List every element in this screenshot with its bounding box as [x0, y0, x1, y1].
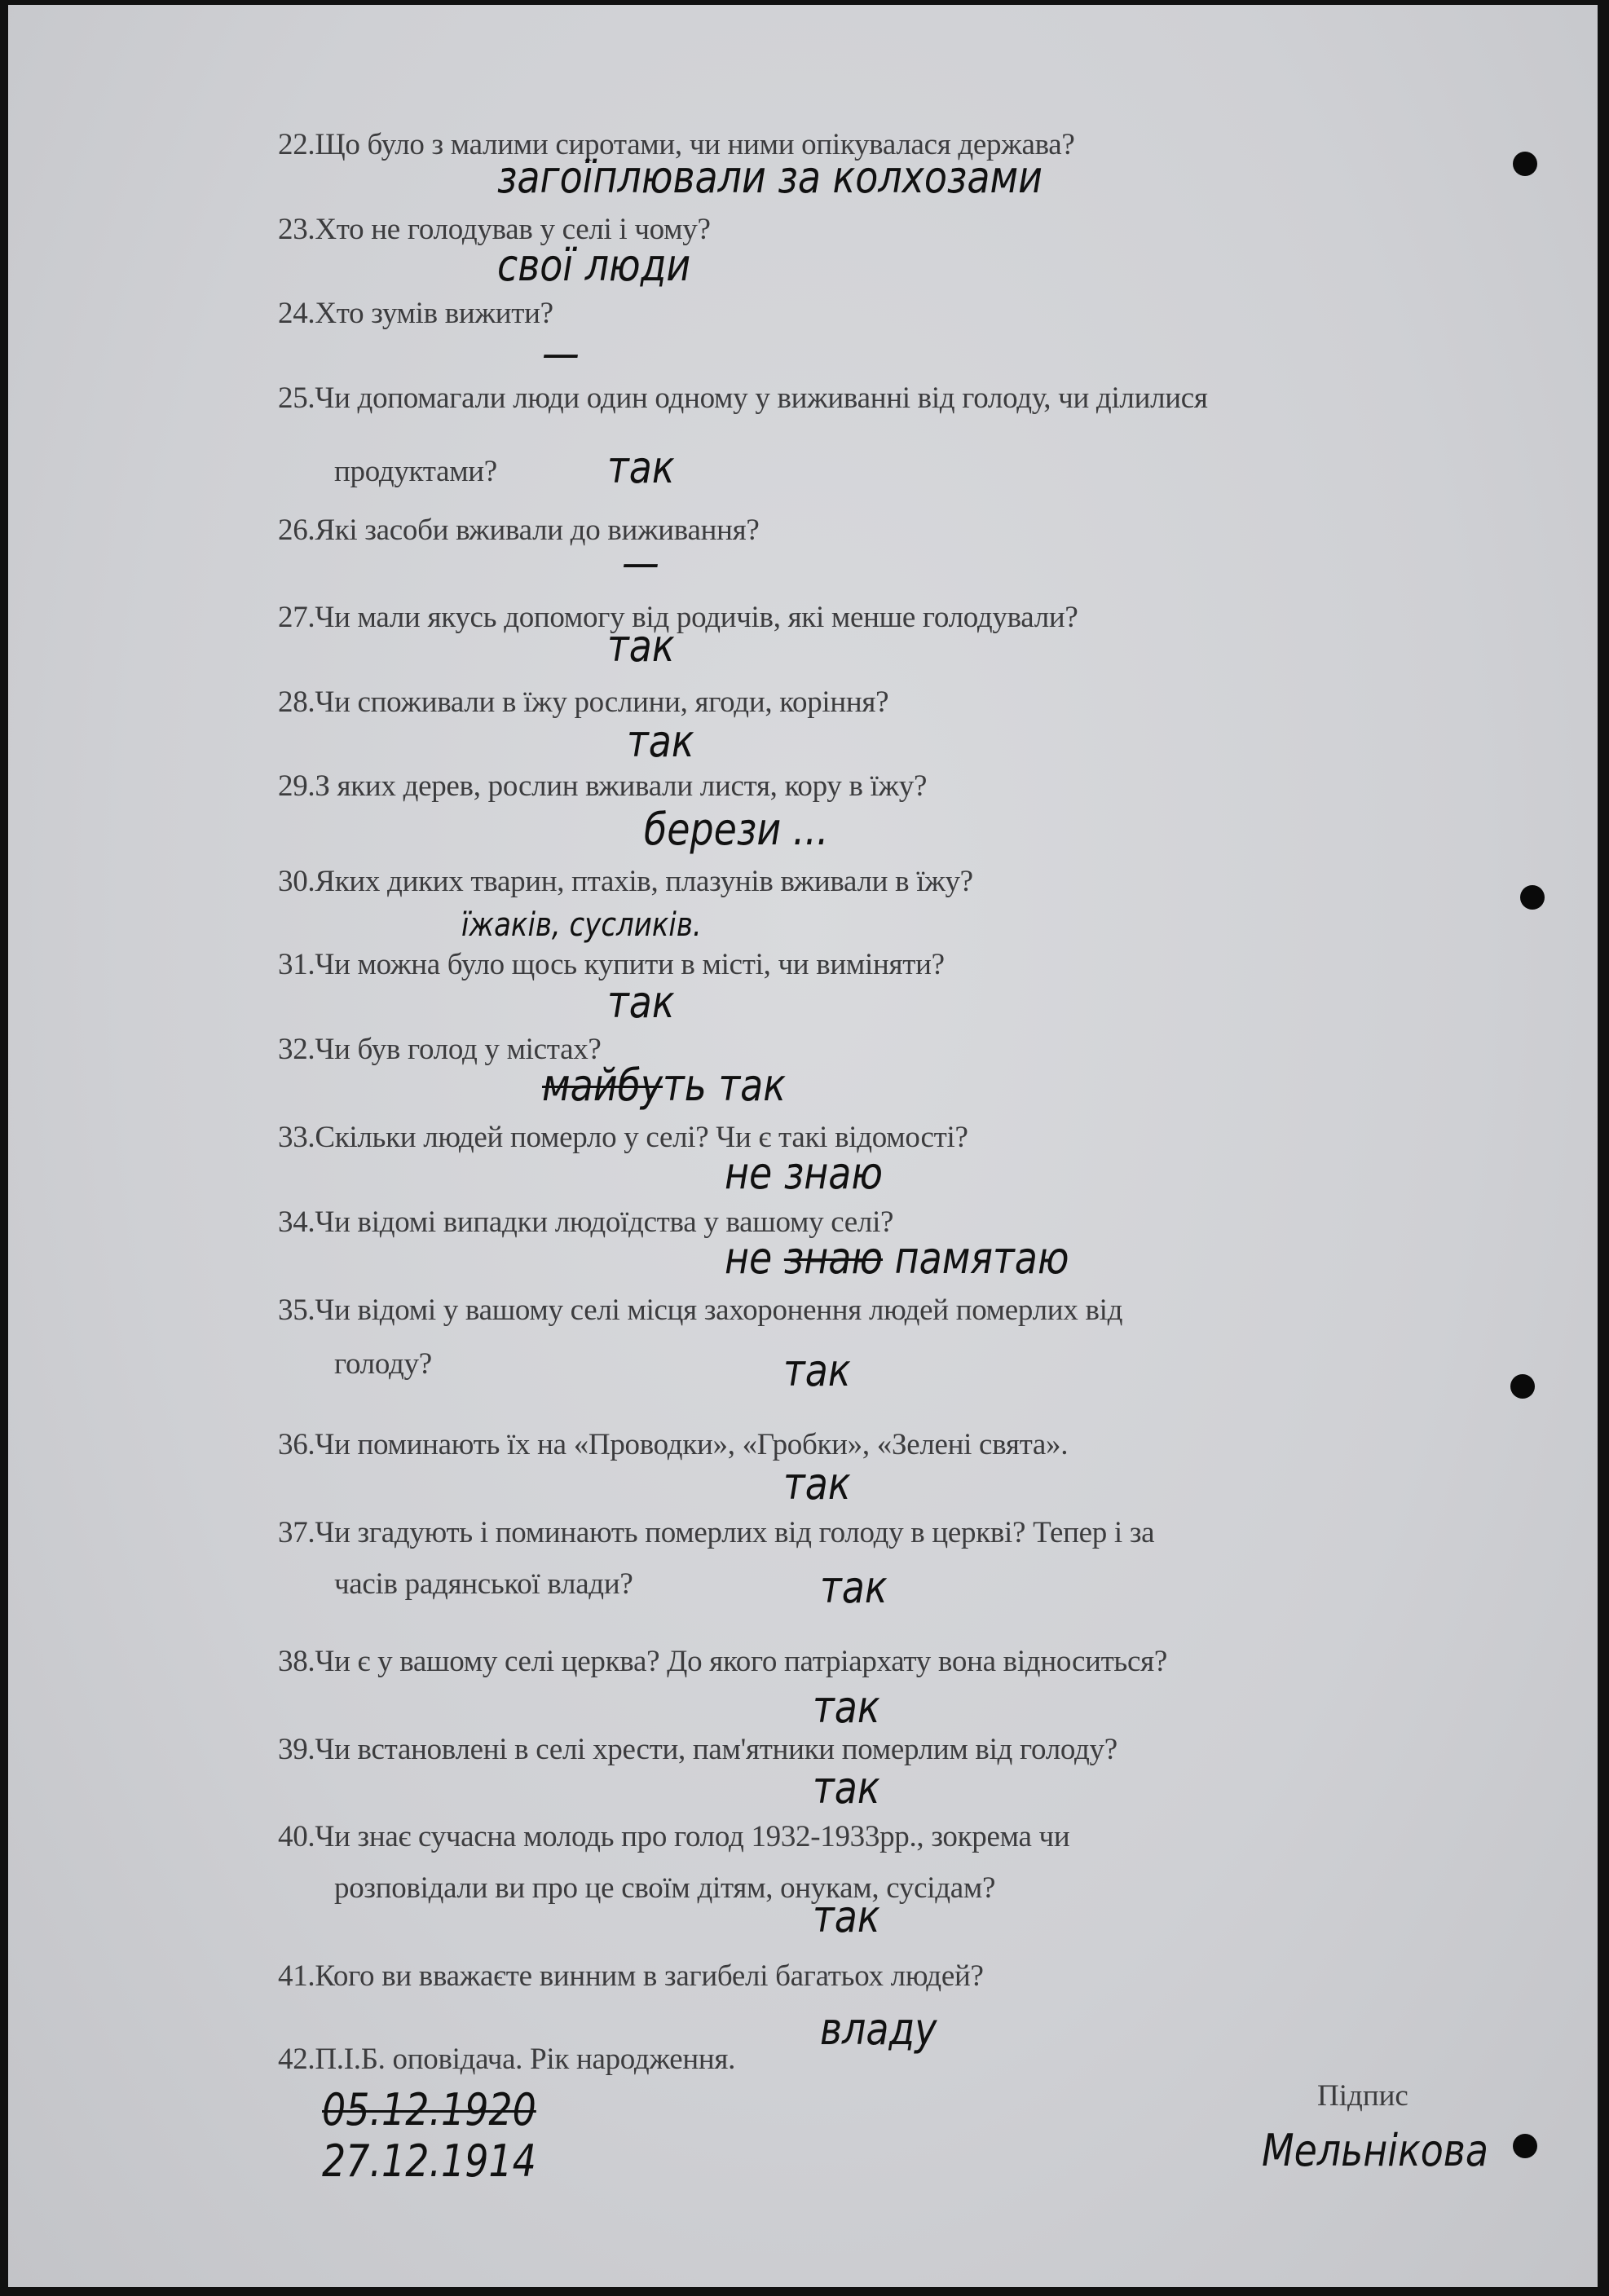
answer-32-text: ть так [663, 1060, 787, 1111]
answer-40: так [813, 1891, 880, 1942]
question-24: 24.Хто зумів вижити? [278, 297, 553, 330]
question-40-cont: розповідали ви про це своїм дітям, онукам, сусідам? [334, 1871, 996, 1905]
question-30: 30.Яких диких тварин, птахів, плазунів вживали в їжу? [278, 865, 973, 898]
answer-30: їжаків, сусликів. [461, 906, 702, 944]
punch-hole [1510, 1374, 1535, 1399]
answer-35: так [783, 1345, 851, 1396]
punch-hole [1513, 152, 1537, 176]
question-35-cont: голоду? [334, 1347, 432, 1381]
question-41: 41.Кого ви вважаєте винним в загибелі багатьох людей? [278, 1959, 984, 1993]
question-37: 37.Чи згадують і поминають померлих від голоду в церкві? Тепер і за [278, 1516, 1155, 1549]
answer-39: так [813, 1762, 880, 1813]
question-26: 26.Які засоби вживали до виживання? [278, 513, 760, 547]
answer-34-part: памятаю [883, 1232, 1069, 1284]
answer-37: так [820, 1562, 888, 1613]
question-27: 27.Чи мали якусь допомогу від родичів, які менше голодували? [278, 601, 1078, 634]
signature: Мельнікова [1262, 2125, 1488, 2176]
question-38: 38.Чи є у вашому селі церква? До якого патріархату вона відноситься? [278, 1645, 1167, 1678]
answer-28: так [627, 716, 694, 767]
answer-27: так [607, 620, 675, 672]
question-32: 32.Чи був голод у містах? [278, 1033, 602, 1066]
question-25-cont: продуктами? [334, 455, 497, 488]
punch-hole [1520, 885, 1545, 910]
answer-31: так [607, 976, 675, 1028]
answer-24: — [542, 328, 580, 379]
question-28: 28.Чи споживали в їжу рослини, ягоди, коріння? [278, 685, 889, 719]
answer-34-part: не [725, 1232, 784, 1284]
question-35: 35.Чи відомі у вашому селі місця захоронення людей померлих від [278, 1293, 1123, 1327]
answer-34 [725, 1232, 1069, 1284]
answer-22: загоїплювали за колхозами [497, 152, 1043, 203]
question-40: 40.Чи знає сучасна молодь про голод 1932-1933рр., зокрема чи [278, 1820, 1070, 1853]
question-42: 42.П.І.Б. оповідача. Рік народження. [278, 2043, 736, 2076]
answer-38: так [813, 1681, 880, 1733]
question-36: 36.Чи поминають їх на «Проводки», «Гробки», «Зелені свята». [278, 1428, 1069, 1461]
struck-word: знаю [783, 1232, 884, 1284]
answer-41: владу [820, 2003, 937, 2055]
struck-word: майбу [542, 1060, 663, 1111]
birth-date: 27.12.1914 [322, 2135, 536, 2187]
answer-32 [542, 1060, 786, 1111]
answer-23: свої люди [497, 240, 691, 291]
question-25: 25.Чи допомагали люди один одному у виживанні від голоду, чи ділилися [278, 381, 1208, 415]
question-22: 22.Що було з малими сиротами, чи ними опікувалася держава? [278, 128, 1075, 161]
punch-hole [1513, 2134, 1537, 2158]
questionnaire-page [8, 5, 1598, 2287]
struck-birth-date: 05.12.1920 [322, 2084, 536, 2135]
question-39: 39.Чи встановлені в селі хрести, пам'ятники померлим від голоду? [278, 1733, 1117, 1766]
question-37-cont: часів радянської влади? [334, 1567, 633, 1601]
question-34: 34.Чи відомі випадки людоїдства у вашому селі? [278, 1205, 894, 1239]
answer-26: — [622, 537, 659, 588]
answer-25: так [607, 442, 675, 493]
answer-33: не знаю [725, 1148, 884, 1199]
answer-36: так [783, 1458, 851, 1509]
answer-29: берези ... [644, 804, 829, 855]
question-33: 33.Скільки людей померло у селі? Чи є такі відомості? [278, 1121, 968, 1154]
signature-label: Підпис [1317, 2079, 1408, 2113]
question-23: 23.Хто не голодував у селі і чому? [278, 213, 711, 246]
question-31: 31.Чи можна було щось купити в місті, чи виміняти? [278, 948, 945, 981]
question-29: 29.З яких дерев, рослин вживали листя, кору в їжу? [278, 769, 928, 803]
